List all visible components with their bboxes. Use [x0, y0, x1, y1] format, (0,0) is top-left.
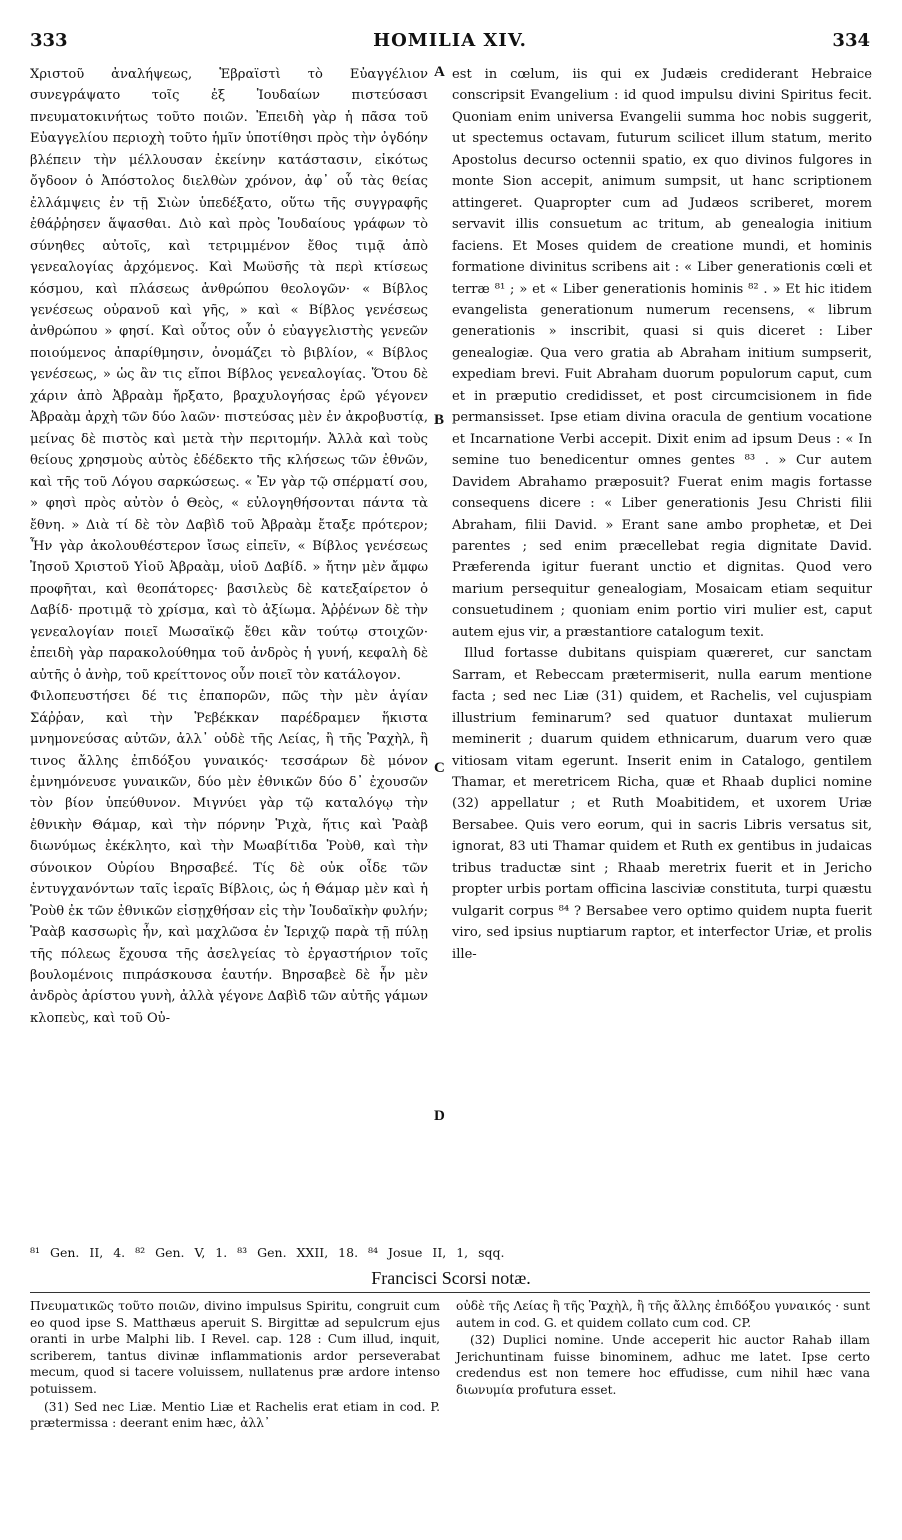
- divider: [30, 1292, 870, 1293]
- notes-title: Francisci Scorsi notæ.: [371, 1268, 531, 1288]
- notes-left-column: [30, 1298, 440, 1433]
- note-paragraph: (31) Sed nec Liæ. Mentio Liæ et Rachelis erat etiam in cod. P. prætermissa : deerant enim hæc, ἀλλ᾽: [30, 1399, 440, 1431]
- footnotes: ⁸¹ Gen. II, 4. ⁸² Gen. V, 1. ⁸³ Gen. XXII, 18. ⁸⁴ Josue II, 1, sqq.: [30, 1245, 505, 1260]
- page-number-left: 333: [30, 30, 68, 51]
- section-marker-d: D: [434, 1108, 445, 1124]
- note-paragraph: Πνευματικῶς τοῦτο ποιῶν, divino impulsus Spiritu, congruit cum eo quod ipse S. Matthæus aperuit S. Birgittæ ad sepulcrum ejus oranti in urbe Malphi lib. I Revel. cap. 128 : Cum illud, inquit, scriberem, tantus divinæ inflammationis ardor perseverabat mecum, quod si tacere voluissem, nullatenus præ ardore intenso potuissem.: [30, 1299, 440, 1396]
- greek-paragraph: Φιλοπευστήσει δέ τις ἐπαπορῶν, πῶς τὴν μὲν ἁγίαν Σάῤῥαν, καὶ τὴν Ῥεβέκκαν παρέδραμεν ἥκιστα μνημονεύσας αὐτῶν, ἀλλ᾽ οὐδὲ τῆς Λείας, ἢ τῆς Ῥαχὴλ, ἢ τινος ἄλλης ἐπιδόξου γυναικός· τεσσάρων δὲ μόνον ἐμνημόνευσε γυναικῶν, δύο μὲν ἐθνικῶν δύο δ᾽ ἐχουσῶν τὸν βίον ὑπεύθυνον. Μιγνύει γὰρ τῷ καταλόγῳ τὴν ἐθνικὴν Θάμαρ, καὶ τὴν πόρνην Ῥιχὰ, ἥτις καὶ Ῥαὰβ διωνύμως ἐκέκλητο, καὶ τὴν Μωαβίτιδα Ῥοὺθ, καὶ τὴν σύνοικον Οὐρίου Βηρσαβεέ. Τίς δὲ οὐκ οἶδε τῶν ἐντυγχανόντων ταῖς ἱεραῖς Βίβλοις, ὡς ἡ Θάμαρ μὲν καὶ ἡ Ῥοὺθ ἐκ τῶν ἐθνικῶν εἰσῃχθήσαν εἰς τὴν Ἰουδαϊκὴν φυλήν; Ῥαὰβ κασσωρὶς ἦν, καὶ μαχλῶσα ἐν Ἱεριχῷ παρὰ τῇ πύλῃ τῆς πόλεως ἔχουσα τῆς ἀσελγείας τὸ ἐργαστήριον τοῖς βουλομένοις πιπράσκουσα ἑαυτήν. Βηρσαβεὲ δὲ ἦν μὲν ἀνδρὸς ἀρίστου γυνὴ, ἀλλὰ γέγονε Δαβὶδ τῶν αὐτῆς γάμων κλοπεὺς, καὶ τοῦ Οὐ-: [30, 689, 428, 1026]
- greek-column: [30, 64, 428, 1029]
- latin-paragraph: Illud fortasse dubitans quispiam quæreret, cur sanctam Sarram, et Rebeccam prætermiserit, nulla earum mentione facta ; sed nec Liæ (31) quidem, et Rachelis, vel cujuspiam illustrium feminarum? sed quatuor duntaxat mulierum meminerit ; duarum quidem ethnicarum, duarum vero quæ vitiosam vitam egerunt. Inserit enim in Catalogo, gentilem Thamar, et meretricem Richa, quæ et Rhaab duplici nomine (32) appellatur ; et Ruth Moabitidem, et uxorem Uriæ Bersabee. Quis vero eorum, qui in sacris Libris versatus sit, ignorat, 83 uti Thamar quidem et Ruth ex gentibus in judaicas tribus traductæ sint ; Rhaab meretrix fuerit et in Jericho propter urbis portam officina lasciviæ constituta, turpi quæstu vulgarit corpus ⁸⁴ ? Bersabee vero optimo quidem nupta fuerit viro, sed ipsius nuptiarum raptor, et interfector Uriæ, et prolis ille-: [452, 646, 872, 962]
- note-paragraph: (32) Duplici nomine. Unde acceperit hic auctor Rahab illam Jerichuntinam fuisse binominem, adhuc me latet. Ipse certo credendus est non temere hoc effudisse, cum nihil hæc vana διωνυμία profutura esset.: [456, 1333, 870, 1397]
- section-marker-c: C: [434, 760, 445, 776]
- latin-column: [452, 64, 872, 965]
- note-paragraph: οὐδὲ τῆς Λείας ἢ τῆς Ῥαχὴλ, ἢ τῆς ἄλλης ἐπιδόξου γυναικός · sunt autem in cod. G. et quidem collato cum cod. CP.: [456, 1299, 870, 1330]
- notes-right-column: [456, 1298, 870, 1400]
- running-title: HOMILIA XIV.: [373, 30, 527, 51]
- running-header: [30, 30, 870, 56]
- section-marker-b: B: [434, 412, 445, 428]
- page-number-right: 334: [832, 30, 870, 51]
- section-marker-a: A: [434, 64, 445, 80]
- greek-paragraph: Χριστοῦ ἀναλήψεως, Ἑβραϊστὶ τὸ Εὐαγγέλιον συνεγράψατο τοῖς ἐξ Ἰουδαίων πιστεύσασι πνευματοκινήτως τοῦτο ποιῶν. Ἐπειδὴ γὰρ ἡ πᾶσα τοῦ Εὐαγγελίου περιοχὴ τοῦτο ἡμῖν ὑποτίθησι πρὸς τὴν ὀγδόην βλέπειν τὴν μέλλουσαν ἐκείνην κατάστασιν, εἰκότως ὄγδοον ὁ Ἀπόστολος διελθὼν χρόνον, ἀφ᾽ οὗ τὰς θείας ἐλλάμψεις ἐν τῇ Σιὼν ὑπεδέξατο, οὕτω τῆς συγγραφῆς ἐθάῤῥησεν ἅψασθαι. Διὸ καὶ πρὸς Ἰουδαίους γράφων τὸ σύνηθες αὐτοῖς, καὶ τετριμμένον ἔθος τιμᾷ ἀπὸ γενεαλογίας ἀρχόμενος. Καὶ Μωϋσῆς τὰ περὶ κτίσεως κόσμου, καὶ πλάσεως ἀνθρώπου θεολογῶν· « Βίβλος γενέσεως οὐρανοῦ καὶ γῆς, » καὶ « Βίβλος γενέσεως ἀνθρώπου » φησί. Καὶ οὗτος οὖν ὁ εὐαγγελιστὴς γενεῶν ποιούμενος ἀπαρίθμησιν, ὀνομάζει τὸ βιβλίον, « Βίβλος γενέσεως, » ὡς ἂν τις εἴποι Βίβλος γενεαλογίας. Ὅτου δὲ χάριν ἀπὸ Ἀβραὰμ ἤρξατο, βραχυλογήσας ἐρῶ γέγονεν Ἀβραὰμ ἀρχὴ τῶν δύο λαῶν· πιστεύσας μὲν ἐν ἀκροβυστίᾳ, μείνας δὲ πιστὸς καὶ μετὰ τὴν περιτομήν. Ἀλλὰ καὶ τοὺς θείους χρησμοὺς αὐτὸς ἐδέδεκτο τῆς κλήσεως τῶν ἐθνῶν, καὶ τῆς τοῦ Λόγου σαρκώσεως. « Ἐν γὰρ τῷ σπέρματί σου, » φησὶ πρὸς αὐτὸν ὁ Θεὸς, « εὐλογηθήσονται πάντα τὰ ἔθνη. » Διὰ τί δὲ τὸν Δαβὶδ τοῦ Ἀβραὰμ ἔταξε πρότερον; Ἦν γὰρ ἀκολουθέστερον ἴσως εἰπεῖν, « Βίβλος γενέσεως Ἰησοῦ Χριστοῦ Υἱοῦ Ἀβραὰμ, υἱοῦ Δαβίδ. » ἤτην μὲν ἄμφω προφῆται, καὶ θεοπάτορες· βασιλεὺς δὲ κατεξαίρετον ὁ Δαβίδ· προτιμᾷ τὸ χρίσμα, καὶ τὸ ἀξίωμα. Ἀῤῥένων δὲ τὴν γενεαλογίαν ποιεῖ Μωσαϊκῷ ἔθει κἂν τούτῳ στοιχῶν· ἐπειδὴ γὰρ παρακολούθημα τοῦ ἀνδρὸς ἡ γυνή, κεφαλὴ δὲ αὐτῆς ὁ ἀνὴρ, τοῦ κρείττονος οὖν ποιεῖ τὸν κατάλογον.: [30, 67, 428, 683]
- latin-paragraph: est in cœlum, iis qui ex Judæis crediderant Hebraice conscripsit Evangelium : id quod impulsu divini Spiritus fecit. Quoniam enim universa Evangelii summa hoc nobis suggerit, ut spectemus octavam, futurum scilicet illum statum, merito Apostolus decurso octennii spatio, ex quo divinos fulgores in monte Sion accepit, animum sumpsit, ut hanc scriptionem attingeret. Quapropter cum ad Judæos scriberet, morem servavit illis consuetum ac tritum, ab genealogia initium faciens. Et Moses quidem de creatione mundi, et hominis formatione divinitus scribens ait : « Liber generationis cœli et terræ ⁸¹ ; » et « Liber generationis hominis ⁸² . » Et hic itidem evangelista generationum numerum recensens, « librum generationis » inscribit, quasi si quis diceret : Liber genealogiæ. Qua vero gratia ab Abraham initium sumpserit, expediam brevi. Fuit Abraham duorum populorum caput, cum et in præputio credidisset, et post circumcisionem in fide permansisset. Ipse etiam divina oracula de gentium vocatione et Incarnatione Verbi accepit. Dixit enim ad ipsum Deus : « In semine tuo benedicentur omnes gentes ⁸³ . » Cur autem Davidem Abrahamo præposuit? Fuerat enim magis fortasse consequens dicere : « Liber generationis Jesu Christi filii Abraham, filii David. » Erant sane ambo prophetæ, et Dei parentes ; sed enim præcellebat regia dignitate David. Præferenda igitur fuerant unctio et dignitas. Quod vero marium persequitur genealogiam, Mosaicam etiam sequitur consuetudinem ; quoniam enim portio viri mulier est, caput autem ejus vir, a præstantiore catalogum texit.: [452, 67, 872, 640]
